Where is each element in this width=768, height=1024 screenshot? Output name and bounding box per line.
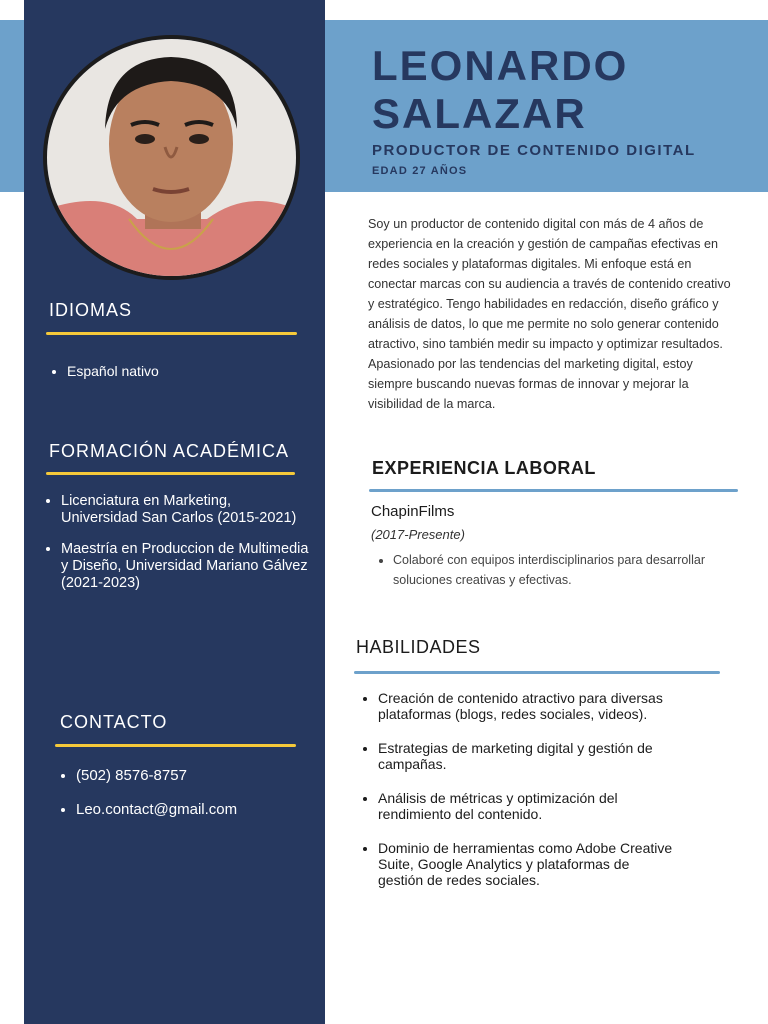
education-divider xyxy=(46,472,295,475)
skill-item: • Estrategias de marketing digital y gestión de campañas. xyxy=(378,740,678,772)
education-title: FORMACIÓN ACADÉMICA xyxy=(49,441,290,461)
name-last: SALAZAR xyxy=(372,90,587,137)
language-item: • Español nativo xyxy=(67,363,317,380)
skills-divider xyxy=(354,671,720,674)
job-role: PRODUCTOR DE CONTENIDO DIGITAL xyxy=(372,142,696,159)
skills-title: HABILIDADES xyxy=(356,637,481,657)
skill-item: • Análisis de métricas y optimización del rendimiento del contenido. xyxy=(378,790,678,822)
profile-summary: Soy un productor de contenido digital con más de 4 años de experiencia en la creación y gestión de campañas efectivas en redes sociales y plataformas digitales. Mi enfoque está en conectar marcas con su audiencia a través de contenido creativo y estratégico. Tengo habilidades en redacción, diseño gráfico y análisis de datos, lo que me permite no solo generar contenido atractivo, sino también medir su impacto y optimizar resultados. Apasionado por las tendencias del marketing digital, estoy siempre buscando nuevas formas de innovar y mejorar la visibilidad de la marca. xyxy=(368,217,731,411)
age: EDAD 27 AÑOS xyxy=(372,165,468,177)
contact-email[interactable]: • Leo.contact@gmail.com xyxy=(76,801,316,818)
job-company: ChapinFilms xyxy=(371,503,455,520)
job-bullet: • Colaboré con equipos interdisciplinarios para desarrollar soluciones creativas y efectivas. xyxy=(393,550,753,590)
contact-divider xyxy=(55,744,296,747)
profile-photo xyxy=(43,35,300,280)
contact-list xyxy=(60,767,316,832)
languages-list xyxy=(51,363,317,394)
name-first: LEONARDO xyxy=(372,42,629,89)
job-bullets xyxy=(377,550,753,590)
full-name xyxy=(372,42,752,138)
job-period: (2017-Presente) xyxy=(371,527,465,542)
contact-title: CONTACTO xyxy=(60,712,168,732)
education-item: • Licenciatura en Marketing, Universidad San Carlos (2015-2021) xyxy=(61,493,311,527)
experience-title: EXPERIENCIA LABORAL xyxy=(372,458,596,478)
languages-title: IDIOMAS xyxy=(49,300,133,320)
skill-item: • Dominio de herramientas como Adobe Creative Suite, Google Analytics y plataformas de gestión de redes sociales. xyxy=(378,840,678,888)
education-list xyxy=(45,493,311,606)
name-block xyxy=(372,42,752,177)
contact-phone[interactable]: • (502) 8576-8757 xyxy=(76,767,316,784)
skill-item: • Creación de contenido atractivo para diversas plataformas (blogs, redes sociales, videos). xyxy=(378,690,678,722)
languages-divider xyxy=(46,332,297,335)
portrait-illustration xyxy=(47,39,296,276)
skills-list xyxy=(362,690,678,906)
education-item: • Maestría en Produccion de Multimedia y Diseño, Universidad Mariano Gálvez (2021-2023) xyxy=(61,541,311,592)
experience-divider xyxy=(369,489,738,492)
